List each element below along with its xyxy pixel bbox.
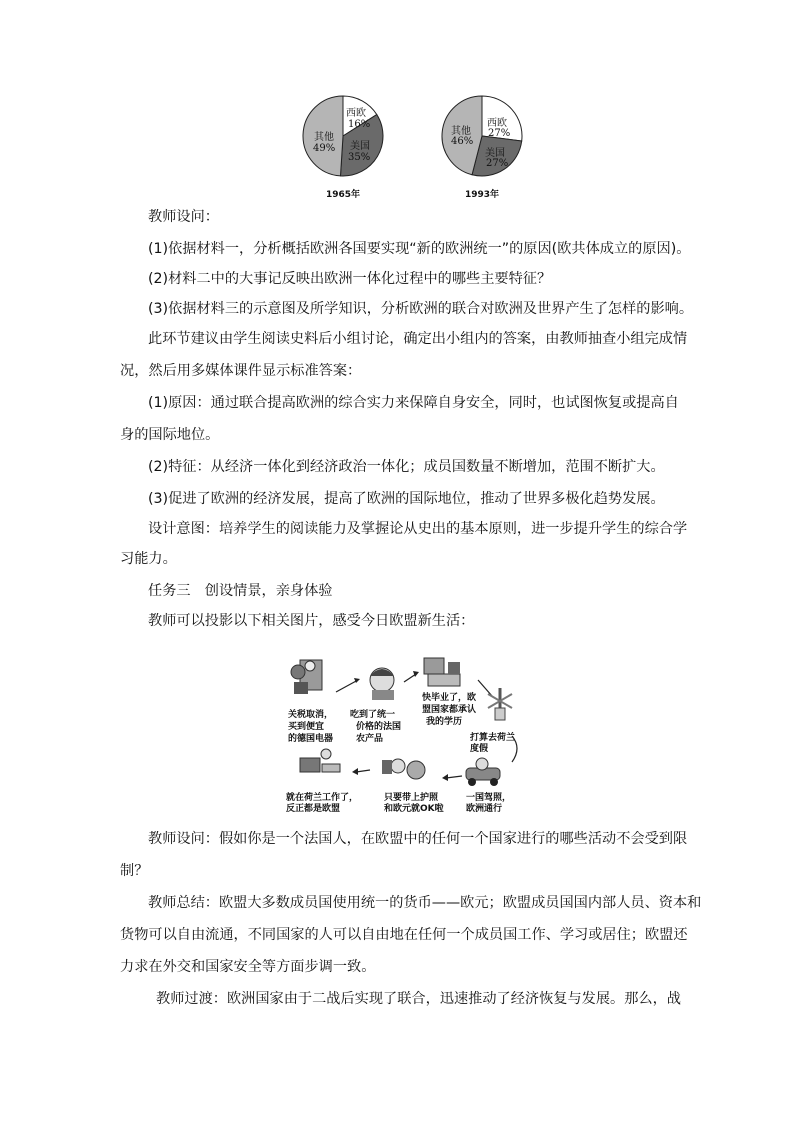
pie1-value-xiou: 16% [348, 119, 371, 130]
scene-appliances [291, 660, 322, 694]
caption-2: 农产品 [356, 734, 384, 744]
pie1-value-usa: 35% [348, 152, 371, 163]
paragraph: 此环节建议由学生阅读史料后小组讨论，确定出小组内的答案，由教师抽查小组完成情 [148, 331, 688, 347]
paragraph: 力求在外交和国家安全等方面步调一致。 [120, 959, 376, 975]
caption-5: 一国驾照， [466, 793, 512, 803]
paragraph: 况，然后用多媒体课件显示标准答案： [120, 363, 362, 379]
caption-7: 反正都是欧盟 [286, 804, 341, 812]
paragraph: 教师设问： [148, 209, 219, 225]
section-heading: 任务三 创设情景，亲身体验 [148, 583, 333, 599]
pie1-label-xiou: 西欧 [346, 108, 366, 119]
paragraph: 习能力。 [120, 551, 177, 567]
scene-car [466, 758, 500, 786]
caption-2: 吃到了统一 [350, 710, 396, 720]
pie1-label-usa: 美国 [350, 141, 370, 152]
paragraph: 教师过渡：欧洲国家由于二战后实现了联合，迅速推动了经济恢复与发展。那么，战 [156, 991, 681, 1007]
caption-3: 盟国家都承认 [422, 705, 477, 715]
eu-life-illustration [286, 652, 522, 812]
caption-3: 我的学历 [426, 717, 463, 727]
pie2-value-xiou: 27% [488, 128, 511, 139]
caption-4: 打算去荷兰 [470, 733, 516, 743]
paragraph: (2)材料二中的大事记反映出欧洲一体化过程中的哪些主要特征？ [148, 271, 552, 287]
caption-6: 和欧元就OK啦 [384, 804, 444, 812]
caption-2: 价格的法国 [356, 722, 402, 732]
eu-life-illustration-svg [286, 652, 522, 812]
scene-office [300, 749, 340, 772]
paragraph: 教师总结：欧盟大多数成员国使用统一的货币——欧元；欧盟成员国国内部人员、资本和 [148, 895, 702, 911]
pie-charts-figure [300, 94, 530, 204]
caption-4: 度假 [470, 744, 489, 754]
paragraph: (1)原因：通过联合提高欧洲的综合实力来保障自身安全，同时，也试图恢复或提高自 [148, 395, 679, 411]
caption-6: 只要带上护照 [384, 793, 439, 803]
caption-1: 关税取消， [288, 710, 334, 720]
caption-5: 欧洲通行 [466, 804, 503, 812]
paragraph: (3)依据材料三的示意图及所学知识，分析欧洲的联合对欧洲及世界产生了怎样的影响。 [148, 301, 694, 317]
caption-7: 就在荷兰工作了， [286, 793, 359, 803]
pie1-value-other: 49% [313, 143, 336, 154]
paragraph: 制？ [120, 863, 149, 879]
scene-travel [382, 759, 425, 779]
paragraph: 教师可以投影以下相关图片，感受今日欧盟新生活： [148, 613, 475, 629]
paragraph: 货物可以自由流通，不同国家的人可以自由地在任何一个成员国工作、学习或居住；欧盟还 [120, 927, 688, 943]
paragraph: (2)特征：从经济一体化到经济政治一体化；成员国数量不断增加，范围不断扩大。 [148, 459, 665, 475]
scene-eating [370, 668, 394, 700]
caption-1: 买到便宜 [288, 722, 325, 732]
caption-3: 快毕业了，欧 [422, 693, 477, 703]
chart-title-1993: 1993年 [464, 190, 500, 200]
paragraph: (3)促进了欧洲的经济发展，提高了欧洲的国际地位，推动了世界多极化趋势发展。 [148, 491, 665, 507]
pie1-label-other: 其他 [314, 132, 334, 143]
paragraph: (1)依据材料一，分析概括欧洲各国要实现“新的欧洲统一”的原因(欧共体成立的原因)。 [148, 241, 691, 257]
scene-windmill [488, 688, 512, 720]
chart-title-1965: 1965年 [325, 190, 361, 200]
paragraph: 设计意图：培养学生的阅读能力及掌握论从史出的基本原则，进一步提升学生的综合学 [148, 521, 688, 537]
paragraph: 教师设问：假如你是一个法国人，在欧盟中的任何一个国家进行的哪些活动不会受到限 [148, 831, 688, 847]
pie2-label-usa: 美国 [485, 148, 505, 159]
pie2-label-xiou: 西欧 [487, 118, 507, 129]
pie2-value-other: 46% [451, 136, 474, 147]
paragraph: 身的国际地位。 [120, 427, 220, 443]
pie2-value-usa: 27% [486, 158, 509, 169]
pie2-label-other: 其他 [451, 126, 471, 137]
scene-graduate [424, 658, 460, 686]
caption-1: 的德国电器 [288, 734, 334, 744]
pie-charts-svg [300, 94, 530, 204]
